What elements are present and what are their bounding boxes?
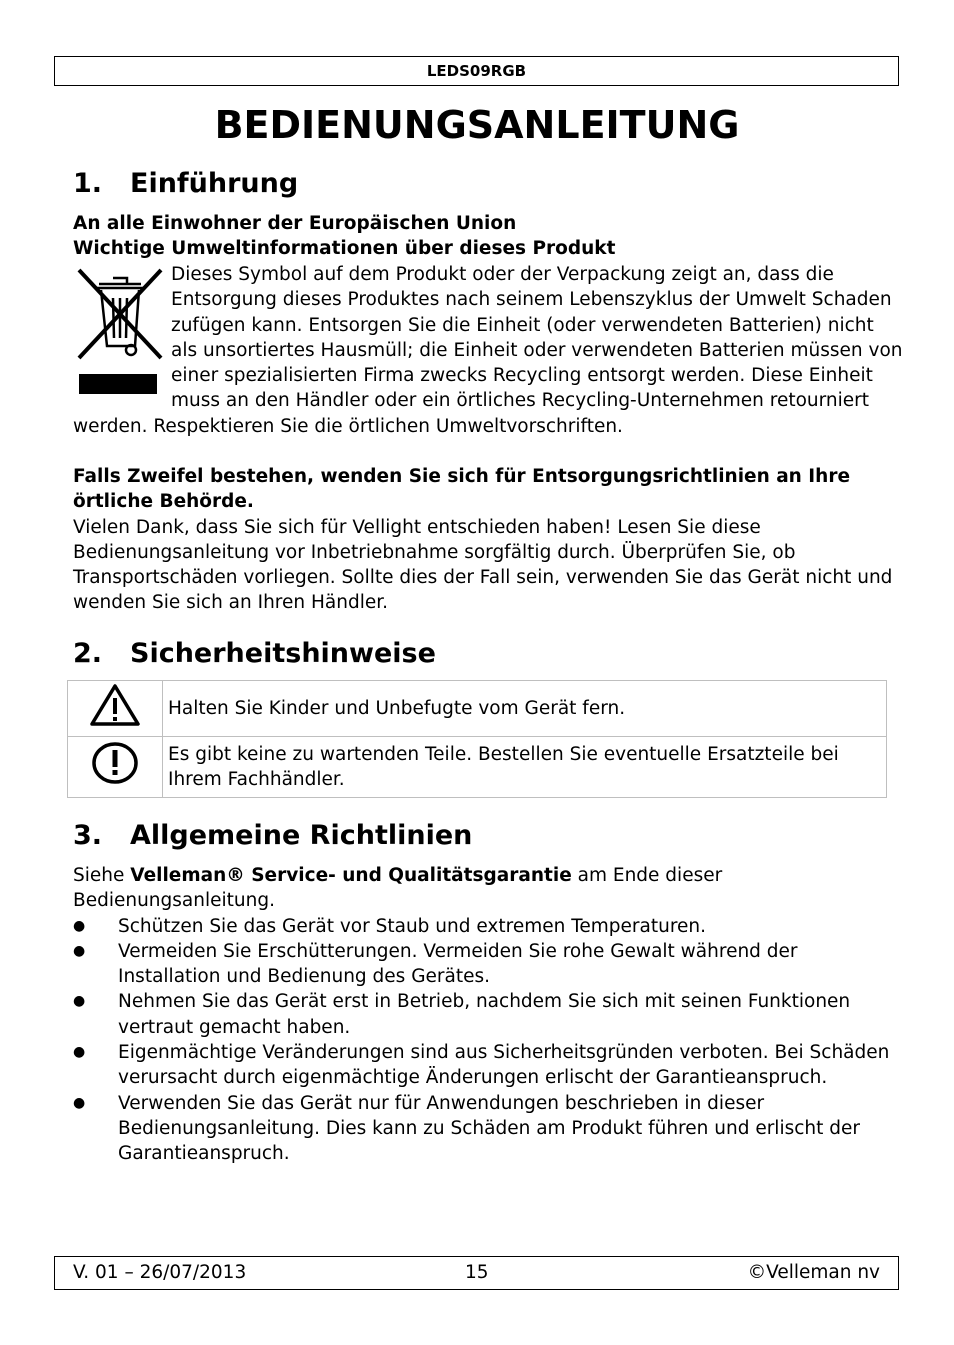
page-title: BEDIENUNGSANLEITUNG bbox=[214, 103, 740, 147]
list-item bbox=[73, 914, 903, 939]
list-item bbox=[73, 939, 903, 990]
list-item-text: Vermeiden Sie Erschütterungen. Vermeiden Sie rohe Gewalt während der Installation und Bedienung des Gerätes. bbox=[118, 940, 798, 988]
weee-notice bbox=[73, 262, 903, 439]
list-item-text: Schützen Sie das Gerät vor Staub und extremen Temperaturen. bbox=[118, 915, 707, 937]
list-item-text: Nehmen Sie das Gerät erst in Betrieb, nachdem Sie sich mit seinen Funktionen vertraut gemacht haben. bbox=[118, 991, 851, 1038]
safety-icon-cell bbox=[68, 737, 163, 798]
bullet-icon: ● bbox=[73, 917, 86, 934]
guidelines-list bbox=[73, 914, 903, 1167]
environment-info-heading: Wichtige Umweltinformationen über dieses Produkt bbox=[73, 238, 616, 260]
list-item-text: Eigenmächtige Veränderungen sind aus Sicherheitsgründen verboten. Bei Schäden verursacht durch eigenmächtige Änderungen erlischt der Garantieanspruch. bbox=[118, 1042, 890, 1089]
intro-paragraphs bbox=[73, 464, 903, 616]
safety-row bbox=[68, 737, 887, 798]
list-item-text: Verwenden Sie das Gerät nur für Anwendungen beschrieben in dieser Bedienungsanleitung. Dies kann zu Schäden am Produkt führen und erlischt der Garantieanspruch. bbox=[118, 1092, 860, 1165]
eu-notice-headings bbox=[73, 211, 903, 262]
list-item bbox=[73, 989, 903, 1040]
bullet-icon: ● bbox=[73, 942, 86, 959]
list-item bbox=[73, 1091, 903, 1167]
model-number: LEDS09RGB bbox=[426, 62, 527, 80]
safety-icon-cell bbox=[68, 681, 163, 737]
copyright: ©Velleman nv bbox=[747, 1262, 880, 1283]
version-date: V. 01 – 26/07/2013 bbox=[73, 1262, 247, 1283]
bullet-icon: ● bbox=[73, 993, 86, 1010]
list-item bbox=[73, 1040, 903, 1091]
intro-text: Siehe bbox=[73, 865, 131, 886]
disposal-doubt-note: Falls Zweifel bestehen, wenden Sie sich für Entsorgungsrichtlinien an Ihre örtliche Behörde. bbox=[73, 466, 851, 513]
section-heading-introduction bbox=[73, 166, 298, 202]
eu-residents-heading: An alle Einwohner der Europäischen Union bbox=[73, 213, 517, 234]
weee-description: Dieses Symbol auf dem Produkt oder der Verpackung zeigt an, dass die Entsorgung dieses Produktes nach seinem Lebenszyklus der Umwelt Schaden zufügen kann. Entsorgen Sie die Einheit (oder verwendeten Batterien) nicht als unsortiertes Hausmüll; die Einheit oder verwendeten Batterien müssen von einer spezialisierten Firma zwecks Recycling entsorgt werden. Diese Einheit muss an den Händler oder ein örtliches Recycling-Unternehmen retourniert werden. Respektieren Sie die örtlichen Umweltvorschriften. bbox=[73, 264, 903, 437]
section-heading-safety bbox=[73, 636, 436, 672]
bullet-icon: ● bbox=[73, 1094, 86, 1111]
bullet-icon: ● bbox=[73, 1044, 86, 1061]
guidelines-content bbox=[73, 863, 903, 1167]
safety-row bbox=[68, 681, 887, 737]
section-title: Einführung bbox=[130, 168, 299, 199]
section-number: 3. bbox=[73, 820, 103, 851]
document-footer bbox=[54, 1256, 899, 1290]
safety-table bbox=[67, 680, 887, 798]
section-title: Allgemeine Richtlinien bbox=[130, 820, 473, 851]
safety-text: Halten Sie Kinder und Unbefugte vom Gerät fern. bbox=[163, 681, 887, 737]
warning-triangle-icon bbox=[88, 682, 142, 728]
intro-text: am Ende dieser Bedienungsanleitung. bbox=[73, 865, 723, 912]
document-header bbox=[54, 56, 899, 86]
section-heading-guidelines bbox=[73, 818, 472, 854]
warranty-reference: Velleman® Service- und Qualitätsgarantie bbox=[130, 865, 572, 886]
thank-you-paragraph: Vielen Dank, dass Sie sich für Vellight entschieden haben! Lesen Sie diese Bedienungsanleitung vor Inbetriebnahme sorgfältig durch. Überprüfen Sie, ob Transportschäden vorliegen. Sollte dies der Fall sein, verwenden Sie das Gerät nicht und wenden Sie sich an Ihren Händler. bbox=[73, 516, 893, 614]
page-number: 15 bbox=[465, 1262, 489, 1283]
section-title: Sicherheitshinweise bbox=[130, 638, 436, 669]
guidelines-intro bbox=[73, 863, 903, 914]
safety-text: Es gibt keine zu wartenden Teile. Bestellen Sie eventuelle Ersatzteile bei Ihrem Fachhändler. bbox=[163, 737, 887, 798]
crossed-out-wheelie-bin-icon bbox=[73, 264, 167, 400]
exclamation-circle-icon bbox=[91, 741, 139, 785]
section-number: 2. bbox=[73, 638, 103, 669]
section-number: 1. bbox=[73, 168, 103, 199]
